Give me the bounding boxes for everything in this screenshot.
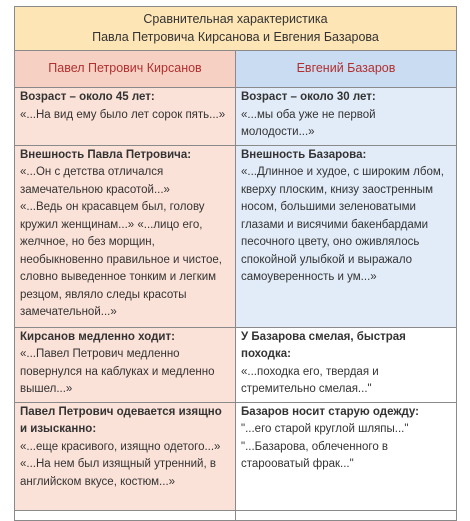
cell-heading: Павел Петрович одевается изящно и изысканно: [20,405,222,435]
cell-quote: "...Базарова, облеченного в старооватый фрак..." [241,440,389,470]
header-kirsanov: Павел Петрович Кирсанов [15,51,236,88]
clothing-kirsanov-cell [15,402,236,510]
cell-heading: Внешность Базарова: [241,148,367,161]
cell-quote: «...На нем был изящный утренний, в английском вкусе, костюм...» [20,458,216,488]
cell-heading: У Базарова смелая, быстрая походка: [241,330,406,360]
appearance-bazarov-cell [236,145,457,327]
cell-quote: «...походка его, твердая и стремительно смелая..." [241,365,379,395]
gait-kirsanov-cell [15,327,236,402]
table-title [15,7,457,51]
cell-heading: Возраст – около 30 лет: [241,91,376,103]
gait-bazarov-cell [236,327,457,402]
cell-quote: "...его старой круглой шляпы..." [241,423,409,435]
cell-quote: «...Длинное и худое, с широким лбом, кверху плоским, книзу заостренным носом, большими зеленоватыми глазами и висячими бакенбардами песочного цвету, оно оживлялось спокойной улыбкой и выражало самоуверенность и ум...» [241,166,444,283]
cell-heading: Возраст – около 45 лет: [20,91,155,103]
clothing-bazarov-cell [236,402,457,510]
cell-heading: Кирсанов медленно ходит: [20,330,175,343]
title-line-1: Сравнительная характеристика [143,12,328,26]
cell-quote: «...Павел Петрович медленно повернулся на каблуках и медленно вышел...» [20,348,215,395]
age-bazarov-cell [236,88,457,146]
header-bazarov: Евгений Базаров [236,51,457,88]
cell-quote: «...Ведь он красавцем был, голову кружил женщинам...» «...лицо его, желчное, но без морщин, необыкновенно правильное и чистое, словно выведенное тонким и легким резцом, являло следы красоты замечательной...» [20,201,222,318]
cell-heading: Базаров носит старую одежду: [241,405,419,418]
empty-cell-left [15,510,236,520]
cell-quote: «...Он с детства отличался замечательною красотой...» [20,166,170,196]
cell-quote: «...мы оба уже не первой молодости...» [241,108,376,138]
appearance-kirsanov-cell [15,145,236,327]
comparison-table [14,6,457,521]
cell-heading: Внешность Павла Петровича: [20,148,192,161]
cell-quote: «...еще красивого, изящно одетого...» [20,440,221,453]
age-kirsanov-cell [15,88,236,146]
empty-cell-right [236,510,457,520]
cell-quote: «...На вид ему было лет сорок пять...» [20,108,226,121]
title-line-2: Павла Петровича Кирсанова и Евгения Базарова [92,30,379,44]
